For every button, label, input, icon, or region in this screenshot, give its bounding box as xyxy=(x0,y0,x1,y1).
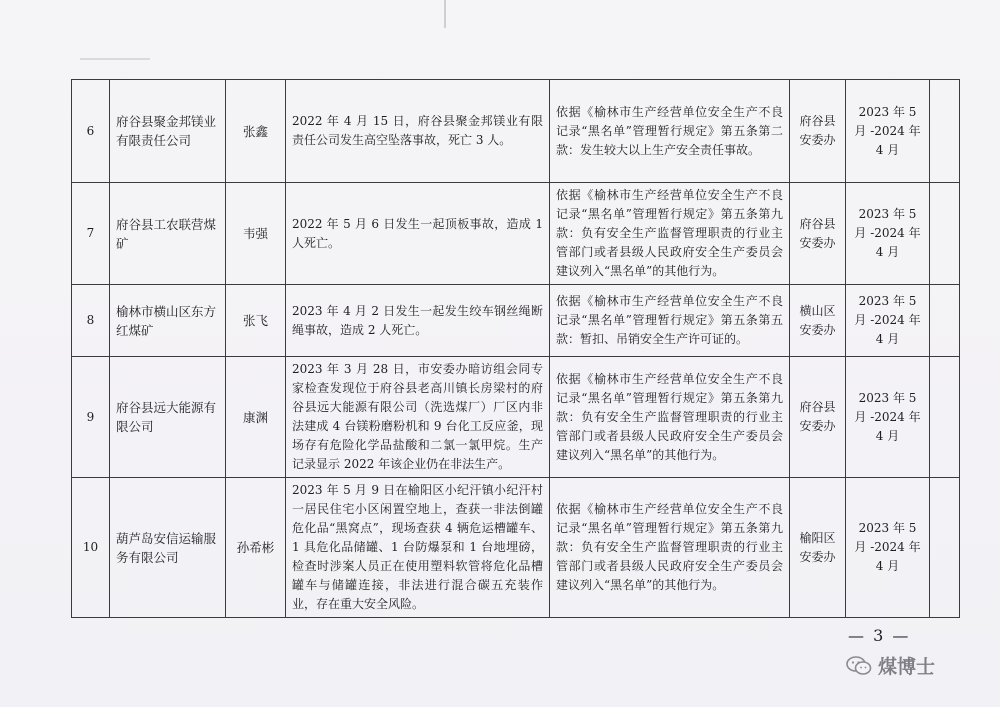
issuing-department: 府谷县安委办 xyxy=(790,80,846,183)
page-number: — 3 — xyxy=(848,626,911,645)
violation-fact: 2022 年 4 月 15 日，府谷县聚金邦镁业有限责任公司发生高空坠落事故，死亡 3 人。 xyxy=(286,80,550,183)
table-row xyxy=(72,478,960,618)
issuing-department: 榆阳区安委办 xyxy=(790,478,846,618)
listing-basis: 依据《榆林市生产经营单位安全生产不良记录“黑名单”管理暂行规定》第五条第九款：负有安全生产监督管理职责的行业主管部门或者县级人民政府安全生产委员会建议列入“黑名单”的其他行为。 xyxy=(550,183,790,285)
listing-period: 2023 年 5 月 -2024 年 4 月 xyxy=(846,285,930,357)
bleed-through-line xyxy=(80,58,150,60)
wechat-watermark xyxy=(846,652,935,679)
table-row xyxy=(72,285,960,357)
responsible-person: 韦强 xyxy=(226,183,286,285)
wechat-icon xyxy=(846,655,872,677)
listing-period: 2023 年 5 月 -2024 年 4 月 xyxy=(846,80,930,183)
company-name: 府谷县聚金邦镁业有限责任公司 xyxy=(110,80,226,183)
violation-fact: 2022 年 5 月 6 日发生一起顶板事故，造成 1 人死亡。 xyxy=(286,183,550,285)
listing-period: 2023 年 5 月 -2024 年 4 月 xyxy=(846,478,930,618)
listing-period: 2023 年 5 月 -2024 年 4 月 xyxy=(846,357,930,478)
row-number: 6 xyxy=(72,80,110,183)
violation-fact: 2023 年 4 月 2 日发生一起发生绞车钢丝绳断绳事故，造成 2 人死亡。 xyxy=(286,285,550,357)
row-number: 8 xyxy=(72,285,110,357)
blacklist-table xyxy=(71,79,960,618)
issuing-department: 府谷县安委办 xyxy=(790,357,846,478)
remarks-cell xyxy=(930,183,960,285)
table-row xyxy=(72,80,960,183)
scan-edge-mark xyxy=(444,0,446,28)
company-name: 榆林市横山区东方红煤矿 xyxy=(110,285,226,357)
table-row xyxy=(72,183,960,285)
row-number: 9 xyxy=(72,357,110,478)
remarks-cell xyxy=(930,285,960,357)
remarks-cell xyxy=(930,80,960,183)
remarks-cell xyxy=(930,357,960,478)
violation-fact: 2023 年 5 月 9 日在榆阳区小纪汗镇小纪汗村一居民住宅小区闲置空地上，查获一非法倒罐危化品“黑窝点”，现场查获 4 辆危运槽罐车、1 具危化品储罐、1 台防爆泵和 1 台地埋磅，检查时涉案人员正在使用塑料软管将危化品槽罐车与储罐连接，非法进行混合碳五充装作业，存在重大安全风险。 xyxy=(286,478,550,618)
company-name: 府谷县远大能源有限公司 xyxy=(110,357,226,478)
listing-basis: 依据《榆林市生产经营单位安全生产不良记录“黑名单”管理暂行规定》第五条第九款：负有安全生产监督管理职责的行业主管部门或者县级人民政府安全生产委员会建议列入“黑名单”的其他行为。 xyxy=(550,357,790,478)
violation-fact: 2023 年 3 月 28 日，市安委办暗访组会同专家检查发现位于府谷县老高川镇长房梁村的府谷县远大能源有限公司（洗选煤厂）厂区内非法建成 4 台镁粉磨粉机和 9 台化工反应釜，现场存有危险化学品盐酸和二氯一氯甲烷。生产记录显示 2022 年该企业仍在非法生产。 xyxy=(286,357,550,478)
watermark-text: 煤博士 xyxy=(878,656,936,678)
row-number: 10 xyxy=(72,478,110,618)
company-name: 府谷县工农联营煤矿 xyxy=(110,183,226,285)
listing-basis: 依据《榆林市生产经营单位安全生产不良记录“黑名单”管理暂行规定》第五条第二款：发生较大以上生产安全责任事故。 xyxy=(550,80,790,183)
issuing-department: 横山区安委办 xyxy=(790,285,846,357)
issuing-department: 府谷县安委办 xyxy=(790,183,846,285)
responsible-person: 张飞 xyxy=(226,285,286,357)
responsible-person: 康渊 xyxy=(226,357,286,478)
remarks-cell xyxy=(930,478,960,618)
company-name: 葫芦岛安信运输服务有限公司 xyxy=(110,478,226,618)
responsible-person: 孙希彬 xyxy=(226,478,286,618)
row-number: 7 xyxy=(72,183,110,285)
listing-basis: 依据《榆林市生产经营单位安全生产不良记录“黑名单”管理暂行规定》第五条第五款：暂扣、吊销安全生产许可证的。 xyxy=(550,285,790,357)
responsible-person: 张鑫 xyxy=(226,80,286,183)
listing-period: 2023 年 5 月 -2024 年 4 月 xyxy=(846,183,930,285)
listing-basis: 依据《榆林市生产经营单位安全生产不良记录“黑名单”管理暂行规定》第五条第九款：负有安全生产监督管理职责的行业主管部门或者县级人民政府安全生产委员会建议列入“黑名单”的其他行为。 xyxy=(550,478,790,618)
table-row xyxy=(72,357,960,478)
